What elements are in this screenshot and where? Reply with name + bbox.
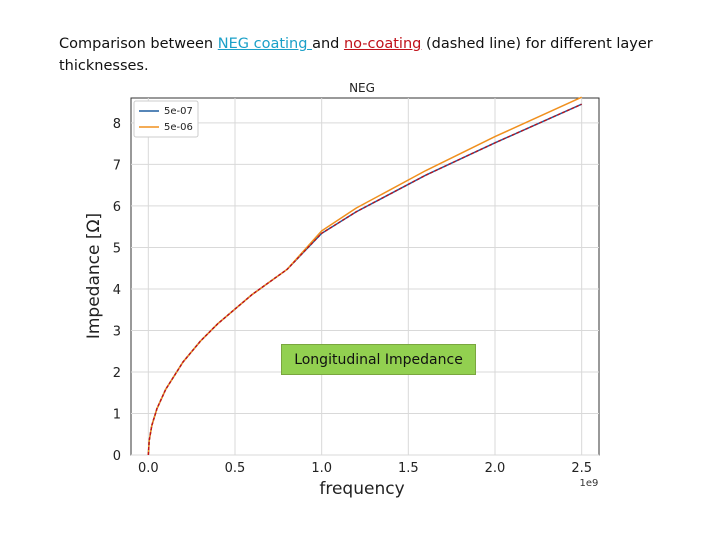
legend-label-5e-06: 5e-06 (164, 122, 193, 133)
y-tick-label: 1 (112, 407, 121, 423)
y-tick-label: 3 (112, 324, 121, 340)
y-tick-label: 6 (112, 199, 121, 215)
longitudinal-impedance-label: Longitudinal Impedance (281, 344, 476, 375)
chart-title: NEG (349, 81, 375, 95)
x-tick-label: 1.5 (397, 461, 419, 476)
caption-part2: and (312, 36, 344, 52)
caption-part1: Comparison between (59, 36, 218, 52)
legend-label-5e-07: 5e-07 (164, 106, 193, 117)
y-tick-label: 4 (112, 282, 121, 298)
x-tick-label: 2.0 (484, 461, 506, 476)
neg-coating-link[interactable]: NEG coating (217, 36, 313, 52)
no-coating-link[interactable]: no-coating (343, 36, 422, 52)
x-axis-label: frequency (319, 479, 405, 499)
x-offset-label: 1e9 (579, 478, 599, 489)
y-tick-label: 8 (112, 116, 121, 132)
y-tick-label: 7 (112, 158, 121, 174)
x-tick-label: 1.0 (311, 461, 333, 476)
plot-area (131, 98, 599, 455)
x-tick-label: 0.5 (224, 461, 246, 476)
legend (134, 101, 198, 137)
y-tick-label: 0 (112, 449, 121, 464)
y-tick-label: 5 (112, 241, 121, 257)
x-tick-label: 0.0 (137, 461, 159, 476)
caption-part3: (dashed line) for different layer thicknesses. (59, 36, 653, 74)
x-tick-label: 2.5 (571, 461, 593, 476)
y-tick-label: 2 (112, 365, 121, 381)
y-axis-label: Impedance [Ω] (84, 212, 104, 340)
